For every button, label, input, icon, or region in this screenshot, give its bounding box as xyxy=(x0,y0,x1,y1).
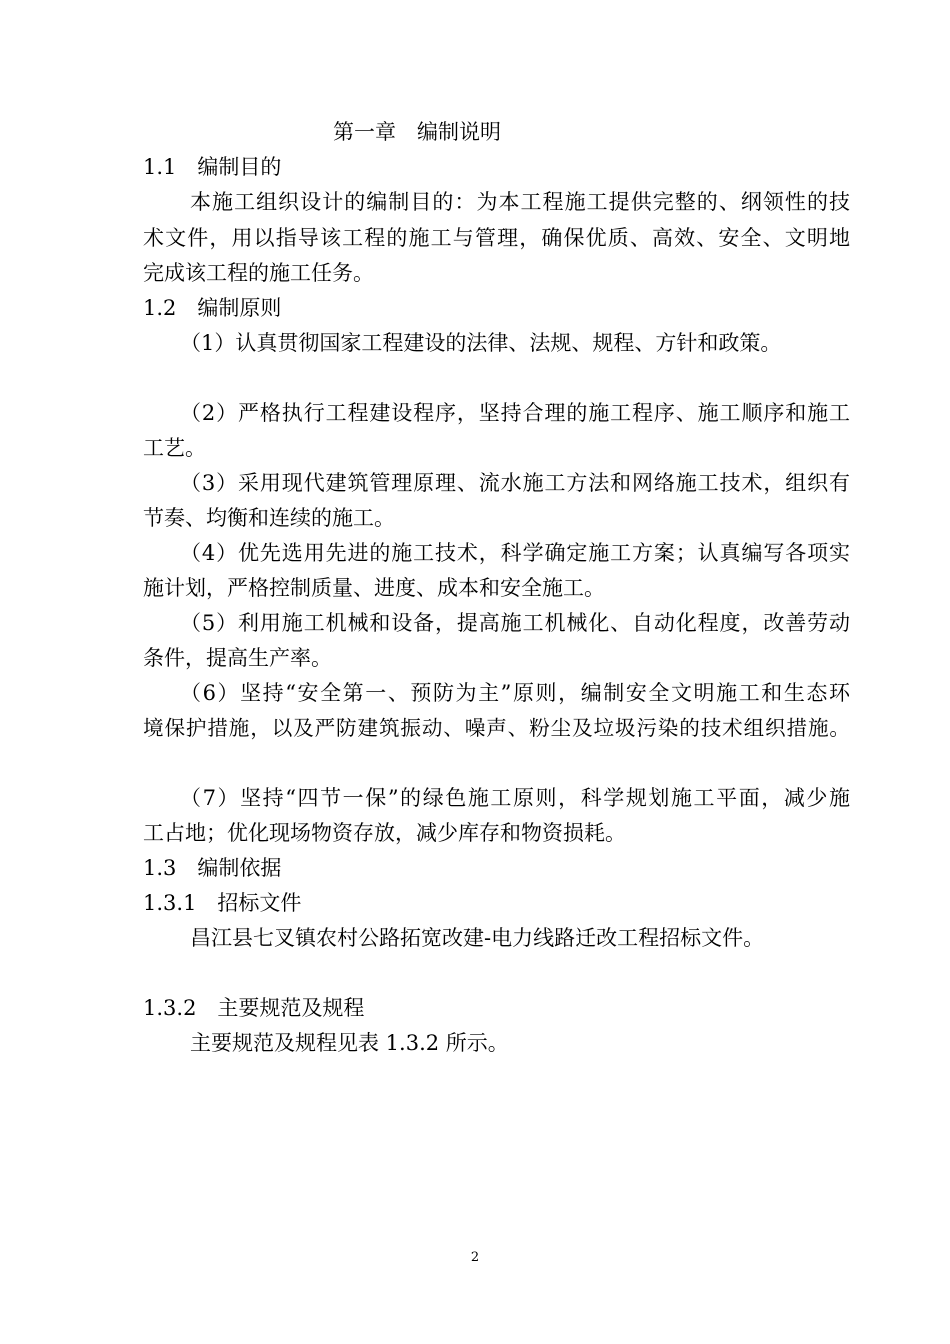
section-heading-1-1: 1.1 编制目的 xyxy=(143,155,282,179)
page-number: 2 xyxy=(470,1250,480,1265)
principle-item-3: （3）采用现代建筑管理原理、流水施工方法和网络施工技术，组织有 xyxy=(180,471,850,495)
paragraph-line: 主要规范及规程见表 1.3.2 所示。 xyxy=(190,1031,509,1055)
principle-item-5: （5）利用施工机械和设备，提高施工机械化、自动化程度，改善劳动 xyxy=(180,611,850,635)
principle-item-5-cont: 条件，提高生产率。 xyxy=(143,646,332,670)
principle-item-3-cont: 节奏、均衡和连续的施工。 xyxy=(143,506,395,530)
principle-item-1: （1）认真贯彻国家工程建设的法律、法规、规程、方针和政策。 xyxy=(180,331,782,355)
section-heading-1-3-2: 1.3.2 主要规范及规程 xyxy=(143,996,365,1020)
paragraph-line: 完成该工程的施工任务。 xyxy=(143,261,374,285)
principle-item-2-cont: 工艺。 xyxy=(143,436,206,460)
section-heading-1-2: 1.2 编制原则 xyxy=(143,296,282,320)
chapter-title: 第一章 编制说明 xyxy=(333,120,501,144)
principle-item-6-cont: 境保护措施，以及严防建筑振动、噪声、粉尘及垃圾污染的技术组织措施。 xyxy=(143,716,850,740)
principle-item-4: （4）优先选用先进的施工技术，科学确定施工方案；认真编写各项实 xyxy=(180,541,850,565)
paragraph-line: 昌江县七叉镇农村公路拓宽改建-电力线路迁改工程招标文件。 xyxy=(190,926,765,950)
principle-item-7: （7）坚持“四节一保”的绿色施工原则，科学规划施工平面，减少施 xyxy=(180,786,850,810)
principle-item-6: （6）坚持“安全第一、预防为主”原则，编制安全文明施工和生态环 xyxy=(180,681,850,705)
paragraph-line: 术文件，用以指导该工程的施工与管理，确保优质、高效、安全、文明地 xyxy=(143,226,850,250)
section-heading-1-3: 1.3 编制依据 xyxy=(143,856,282,880)
section-heading-1-3-1: 1.3.1 招标文件 xyxy=(143,891,302,915)
principle-item-7-cont: 工占地；优化现场物资存放，减少库存和物资损耗。 xyxy=(143,821,626,845)
principle-item-4-cont: 施计划，严格控制质量、进度、成本和安全施工。 xyxy=(143,576,605,600)
principle-item-2: （2）严格执行工程建设程序，坚持合理的施工程序、施工顺序和施工 xyxy=(180,401,850,425)
paragraph-line: 本施工组织设计的编制目的：为本工程施工提供完整的、纲领性的技 xyxy=(190,190,850,214)
